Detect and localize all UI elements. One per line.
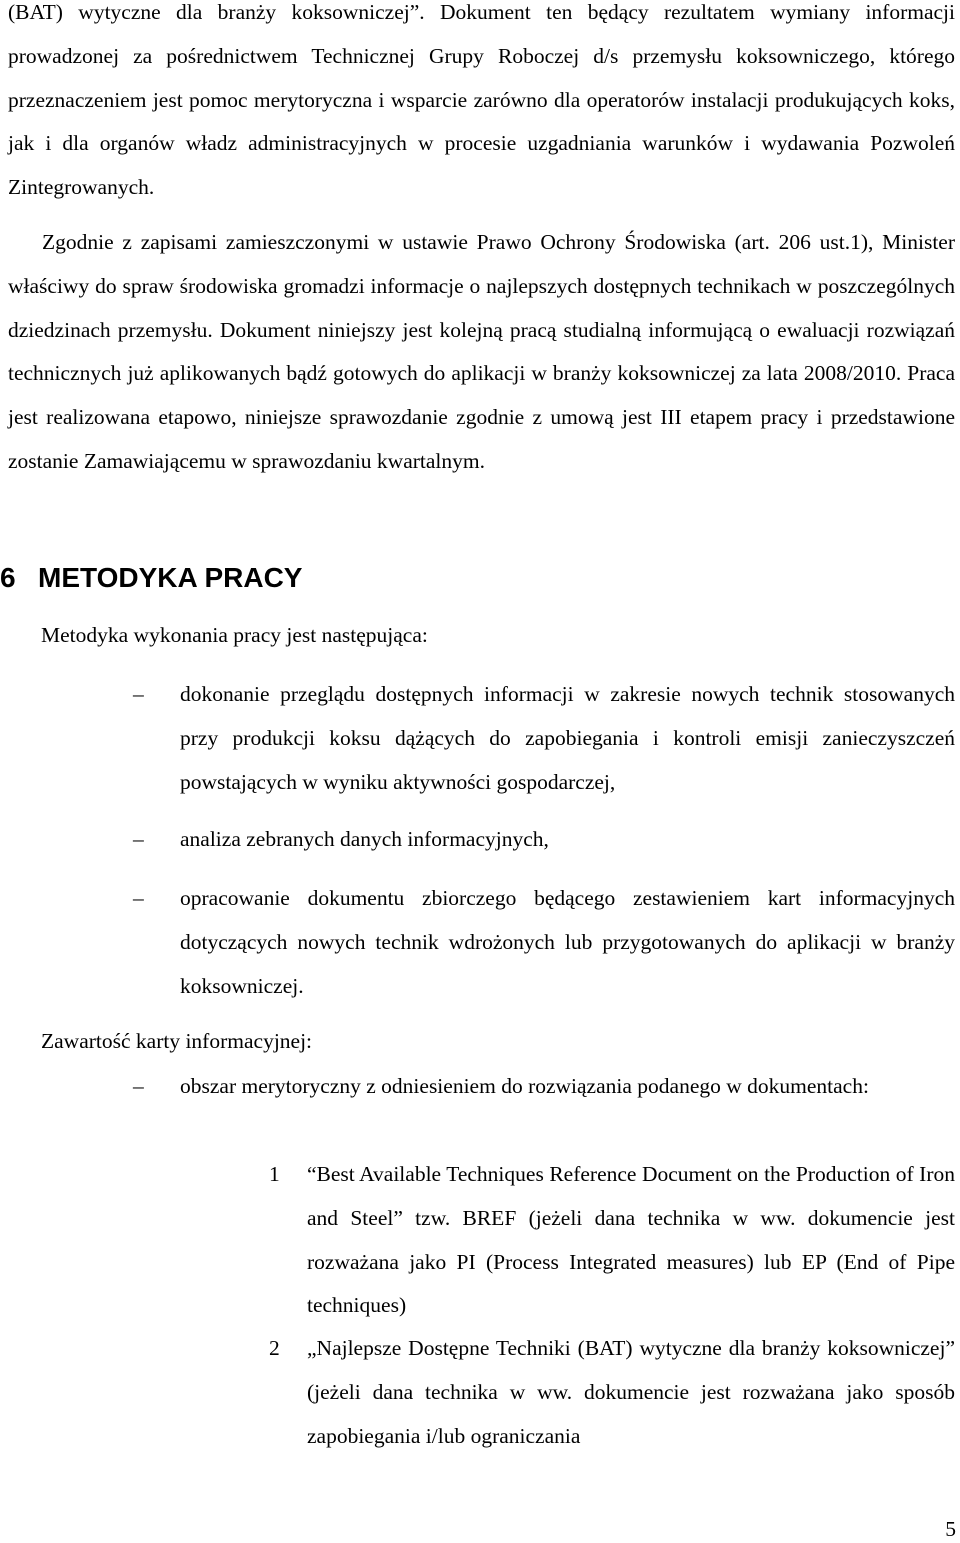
- methodology-item-text: dokonanie przeglądu dostępnych informacji w zakresie nowych technik stosowanych przy produkcji koksu dążących do zapobiegania i kontroli emisji zanieczyszczeń powstających w wyniku aktywności gospodarczej,: [180, 682, 955, 794]
- dash-bullet: –: [133, 886, 144, 910]
- methodology-item-text: analiza zebranych danych informacyjnych,: [180, 827, 549, 851]
- paragraph-bat-guidelines: (BAT) wytyczne dla branży koksowniczej”. Dokument ten będący rezultatem wymiany informacji prowadzonej za pośrednictwem Technicznej Grupy Roboczej d/s przemysłu koksowniczego, którego przeznaczeniem jest pomoc merytoryczna i wsparcie zarówno dla operatorów instalacji produkujących koks, jak i dla organów władz administracyjnych w procesie uzgadniania warunków i wydawania Pozwoleń Zintegrowanych.: [8, 0, 955, 200]
- methodology-item-text: opracowanie dokumentu zbiorczego będącego zestawieniem kart informacyjnych dotyczących nowych technik wdrożonych lub przygotowanych do aplikacji w branży koksowniczej.: [180, 886, 955, 998]
- paragraph-environmental-law: Zgodnie z zapisami zamieszczonymi w ustawie Prawo Ochrony Środowiska (art. 206 ust.1), Minister właściwy do spraw środowiska gromadzi informacje o najlepszych dostępnych technikach w poszczególnych dziedzinach przemysłu. Dokument niniejszy jest kolejną pracą studialną informującą o ewaluacji rozwiązań technicznych już aplikowanych bądź gotowych do aplikacji w branży koksowniczej za lata 2008/2010. Praca jest realizowana etapowo, niniejsze sprawozdanie zgodnie z umową jest III etapem pracy i przedstawione zostanie Zamawiającemu w sprawozdaniu kwartalnym.: [8, 230, 955, 473]
- dash-bullet: –: [133, 827, 144, 851]
- page-number: 5: [945, 1517, 956, 1541]
- section-heading: [0, 558, 302, 598]
- dash-bullet: –: [133, 682, 144, 706]
- dash-bullet: –: [133, 1074, 144, 1098]
- card-contents-intro: Zawartość karty informacyjnej:: [41, 1029, 313, 1053]
- section-title: METODYKA PRACY: [38, 562, 303, 593]
- list-number: 2: [269, 1336, 280, 1360]
- reference-document-text: “Best Available Techniques Reference Document on the Production of Iron and Steel” tzw. BREF (jeżeli dana technika w ww. dokumencie jest rozważana jako PI (Process Integrated measures) lub EP (End of Pipe techniques): [307, 1162, 955, 1318]
- card-item-text: obszar merytoryczny z odniesieniem do rozwiązania podanego w dokumentach:: [180, 1074, 869, 1098]
- section-number: 6: [0, 562, 16, 593]
- reference-document-text: „Najlepsze Dostępne Techniki (BAT) wytyczne dla branży koksowniczej” (jeżeli dana technika w ww. dokumencie jest rozważana jako sposób zapobiegania i/lub ograniczania: [307, 1336, 955, 1448]
- methodology-intro: Metodyka wykonania pracy jest następująca:: [41, 623, 428, 647]
- list-number: 1: [269, 1162, 280, 1186]
